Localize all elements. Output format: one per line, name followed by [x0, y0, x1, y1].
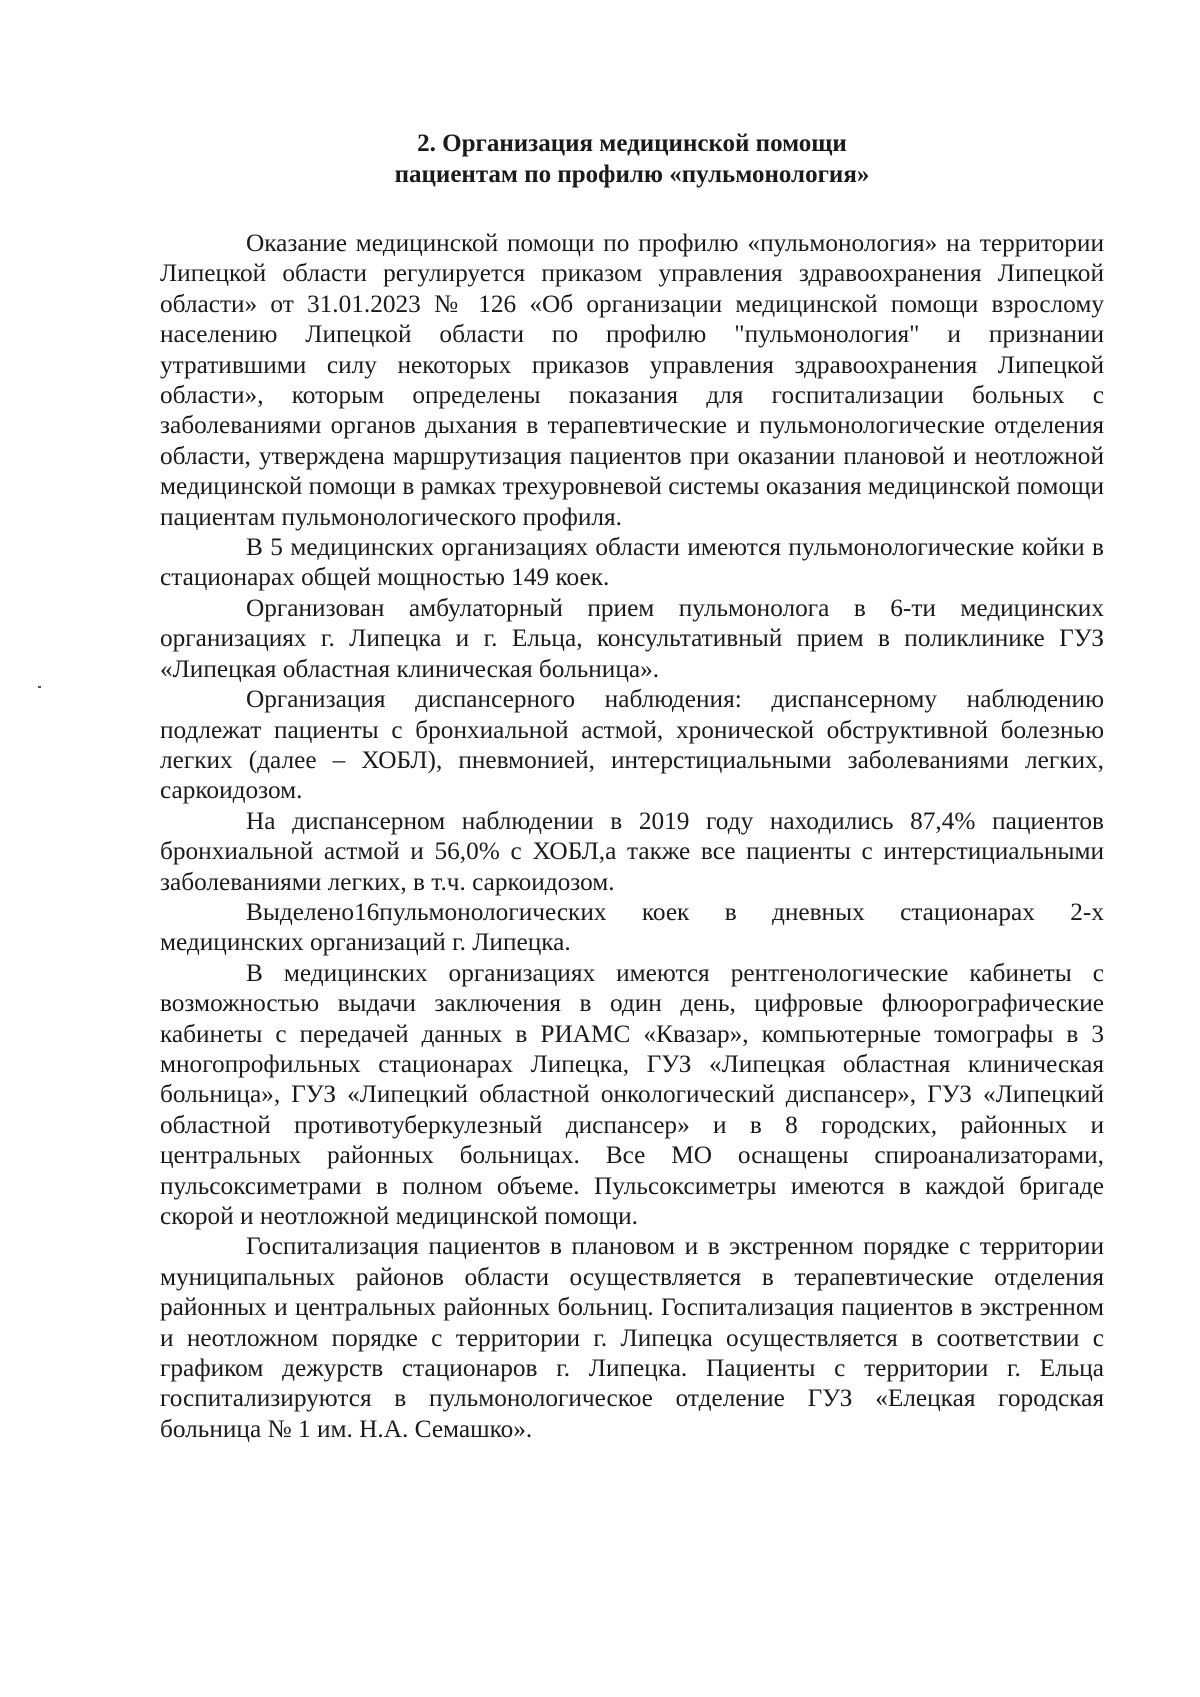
- section-title-line-2: пациентам по профилю «пульмонология»: [394, 161, 870, 188]
- paragraph-diagnostic-equipment: В медицинских организациях имеются рентгенологические кабинеты с возможностью выдачи заключения в один день, цифровые флюорографические кабинеты с передачей данных в РИАМС «Квазар», компьютерные томографы в 3 многопрофильных стационарах Липецка, ГУЗ «Липецкая областная клиническая больница», ГУЗ «Липецкий областной онкологический диспансер», ГУЗ «Липецкий областной противотуберкулезный диспансер» и в 8 городских, районных и центральных районных больницах. Все МО оснащены спироанализаторами, пульсоксиметрами в полном объеме. Пульсоксиметры имеются в каждой бригаде скорой и неотложной медицинской помощи.: [160, 958, 1104, 1230]
- paragraph-hospitalization: Госпитализация пациентов в плановом и в экстренном порядке с территории муниципальных районов области осуществляется в терапевтические отделения районных и центральных районных больниц. Госпитализация пациентов в экстренном и неотложном порядке с территории г. Липецка осуществляется в соответствии с графиком дежурств стационаров г. Липецка. Пациенты с территории г. Ельца госпитализируются в пульмонологическое отделение ГУЗ «Елецкая городская больница № 1 им. Н.А. Семашко».: [160, 1232, 1104, 1443]
- paragraph-observation-statistics: На диспансерном наблюдении в 2019 году находились 87,4% пациентов бронхиальной астмой и 56,0% с ХОБЛ,а также все пациенты с интерстициальными заболеваниями легких, в т.ч. саркоидозом.: [160, 806, 1104, 896]
- paragraph-dispensary-observation: Организация диспансерного наблюдения: диспансерному наблюдению подлежат пациенты с бронхиальной астмой, хронической обструктивной болезнью легких (далее – ХОБЛ), пневмонией, интерстициальными заболеваниями легких, саркоидозом.: [160, 685, 1104, 805]
- scan-speck: [38, 686, 41, 688]
- document-body: [160, 228, 1104, 1444]
- section-title: [160, 128, 1104, 190]
- paragraph-outpatient-reception: Организован амбулаторный прием пульмонолога в 6-ти медицинских организациях г. Липецка и г. Ельца, консультативный прием в поликлинике ГУЗ «Липецкая областная клиническая больница».: [160, 593, 1104, 683]
- paragraph-day-hospital-beds: Выделено16пульмонологических коек в дневных стационарах 2-х медицинских организаций г. Липецка.: [160, 897, 1104, 957]
- paragraph-regulation: Оказание медицинской помощи по профилю «пульмонология» на территории Липецкой области регулируется приказом управления здравоохранения Липецкой области» от 31.01.2023 № 126 «Об организации медицинской помощи взрослому населению Липецкой области по профилю "пульмонология" и признании утратившими силу некоторых приказов управления здравоохранения Липецкой области», которым определены показания для госпитализации больных с заболеваниями органов дыхания в терапевтические и пульмонологические отделения области, утверждена маршрутизация пациентов при оказании плановой и неотложной медицинской помощи в рамках трехуровневой системы оказания медицинской помощи пациентам пульмонологического профиля.: [160, 229, 1104, 531]
- section-title-line-1: 2. Организация медицинской помощи: [417, 130, 847, 157]
- paragraph-pulmonology-beds: В 5 медицинских организациях области имеются пульмонологические койки в стационарах общей мощностью 149 коек.: [160, 533, 1104, 592]
- document-page: [160, 128, 1104, 1444]
